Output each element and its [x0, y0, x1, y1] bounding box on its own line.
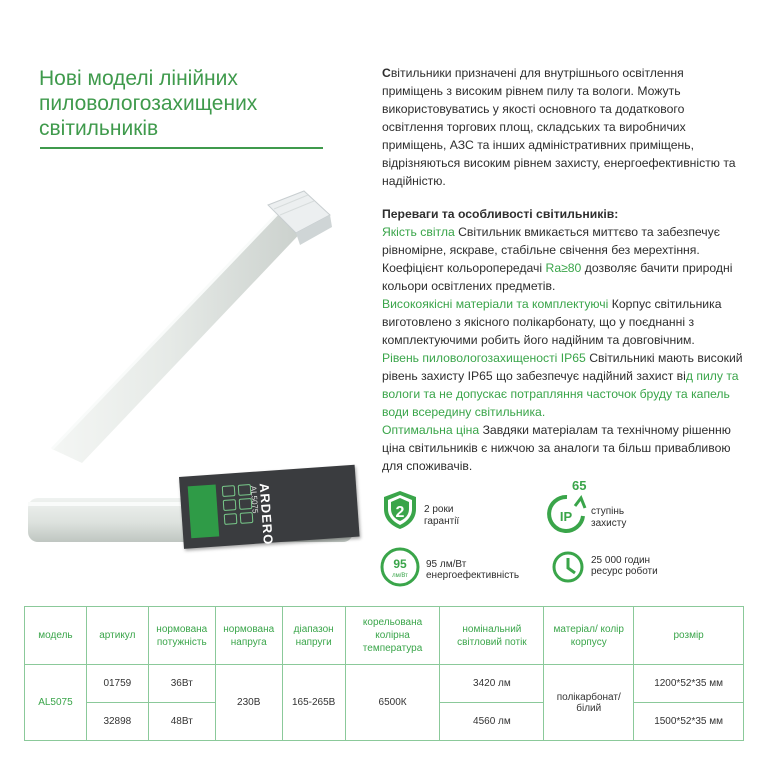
warranty-line1: 2 роки [424, 504, 454, 515]
header-sku: артикул [86, 607, 148, 665]
header-model: модель [25, 607, 87, 665]
advantage-highlight: Ra≥80 [545, 261, 582, 275]
advantage-heading: Оптимальна ціна [382, 423, 480, 437]
advantage-text: Світильник вмикається миттєво та забезпечує рівномірне, яскраве, стабільне свічення без мерехтіння. Коефіцієнт кольоропередачі [382, 225, 720, 275]
cell-material: полікарбонат/ білий [544, 665, 634, 741]
package-feature-icon [222, 485, 236, 497]
ip-line1: ступінь [591, 506, 625, 517]
header-voltage-range: діапазон напруги [282, 607, 345, 665]
advantage-heading: Високоякісні матеріали та комплектуючі [382, 297, 609, 311]
advantage-light-quality [382, 223, 750, 295]
product-package [179, 465, 360, 549]
table-header-row [25, 607, 744, 665]
lifetime-line1: 25 000 годин [591, 555, 651, 566]
lamp-tube-upper [52, 211, 310, 463]
advantage-text: Завдяки матеріалам та технічному рішенню ціна світильників є нижчою за аналоги та більш привабливою для споживачів. [382, 423, 731, 473]
cell-flux: 4560 лм [440, 703, 544, 741]
cell-model: AL5075 [25, 665, 87, 741]
warranty-line2: гарантії [424, 516, 460, 527]
header-cct: корельована колірна температура [345, 607, 440, 665]
description-text: вітильники призначені для внутрішнього освітлення приміщень з високим рівнем пилу та вологи. Можуть використовуватись у якості основного та додаткового освітлення торгових площ, складських та виробничих приміщень, АЗС та інших адміністративних приміщень, відрізняються високим рівнем захисту, енергоефективністю та надійністю. [382, 66, 736, 188]
efficiency-line1: 95 лм/Вт [426, 559, 467, 570]
table-row [25, 665, 744, 703]
svg-text:95: 95 [393, 557, 407, 571]
cell-size: 1200*52*35 мм [634, 665, 744, 703]
advantages-title: Переваги та особливості світильників: [382, 207, 619, 221]
description-lead: С [382, 66, 391, 80]
svg-text:лм/Вт: лм/Вт [392, 573, 408, 579]
advantage-text: дозволяє бачити природні кольори освітлених предметів. [382, 261, 733, 293]
cell-power: 48Вт [148, 703, 215, 741]
cell-cct: 6500К [345, 665, 440, 741]
spec-table [24, 606, 744, 741]
ip-badge [545, 494, 627, 539]
header-material: матеріал/ колір корпусу [544, 607, 634, 665]
ip-line2: захисту [591, 518, 627, 529]
clock-icon [551, 550, 585, 584]
cell-voltage-range: 165-265В [282, 665, 345, 741]
advantages-section [382, 205, 750, 475]
warranty-badge [382, 490, 460, 535]
efficiency-icon [380, 547, 420, 587]
header-size: розмір [634, 607, 744, 665]
cell-sku: 01759 [86, 665, 148, 703]
ip65-icon [545, 494, 591, 534]
header-flux: номінальний світловий потік [440, 607, 544, 665]
advantage-highlight: д пилу та вологи та не допускає потрапляння часточок бруду та капель води всередину світильника. [382, 369, 739, 419]
cell-flux: 3420 лм [440, 665, 544, 703]
header-voltage: нормована напруга [215, 607, 282, 665]
cell-size: 1500*52*35 мм [634, 703, 744, 741]
lifetime-badge [551, 550, 658, 589]
page-title: Нові моделі лінійних пиловологозахищених світильників [39, 67, 258, 140]
package-stripe [188, 484, 220, 538]
header-power: нормована потужність [148, 607, 215, 665]
advantage-text: Світильникі мають високий рівень захисту IP65 що забезпечує надійний захист ві [382, 351, 743, 383]
cell-voltage: 230В [215, 665, 282, 741]
advantage-materials [382, 295, 750, 349]
advantage-price [382, 421, 750, 475]
advantage-heading: Рівень пиловологозахищеності IP65 [382, 351, 586, 365]
title-divider [40, 147, 323, 149]
svg-text:2: 2 [395, 504, 405, 521]
efficiency-badge [380, 547, 520, 592]
svg-text:IP: IP [559, 509, 573, 524]
advantage-heading: Якість світла [382, 225, 455, 239]
description [382, 64, 747, 190]
efficiency-line2: енергоефективність [426, 570, 520, 581]
package-model: AL5075 [248, 485, 260, 514]
lifetime-line2: ресурс роботи [591, 566, 658, 577]
shield-2-icon [382, 490, 418, 530]
advantage-ip65 [382, 349, 750, 421]
advantage-text: Корпус світильника виготовлено з якісного полікарбонату, що у поєднанні з комплектуючими робить його надійним та довговічним. [382, 297, 722, 347]
package-brand: ARDERO [256, 482, 276, 546]
package-feature-icon [223, 499, 237, 511]
cell-sku: 32898 [86, 703, 148, 741]
package-feature-icon [224, 513, 238, 525]
cell-power: 36Вт [148, 665, 215, 703]
ip-rating-number: 65 [572, 478, 587, 493]
